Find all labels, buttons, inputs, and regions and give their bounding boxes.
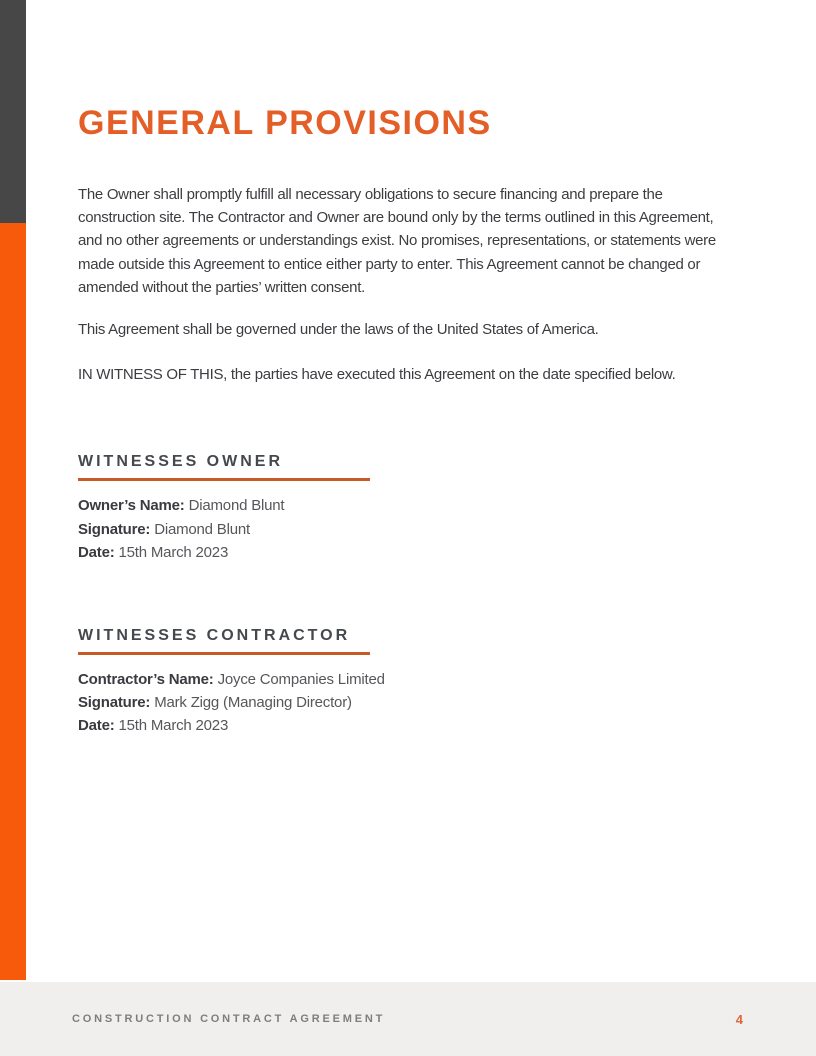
contractor-signature-label: Signature:	[78, 694, 151, 712]
witnesses-owner-heading: WITNESSES OWNER	[78, 453, 284, 471]
owner-date-label: Date:	[78, 543, 115, 561]
contractor-name-row	[78, 668, 740, 691]
witnesses-contractor-fields	[78, 668, 740, 738]
owner-date-value: 15th March 2023	[118, 543, 229, 561]
owner-name-row	[78, 494, 740, 517]
owner-name-value: Diamond Blunt	[188, 497, 285, 515]
owner-name-label: Owner’s Name:	[78, 497, 185, 515]
witnesses-owner-fields	[78, 494, 740, 564]
page-title: GENERAL PROVISIONS	[78, 104, 492, 142]
left-accent-bar-orange	[0, 223, 26, 980]
section-underline	[78, 652, 370, 655]
body-paragraph-3: IN WITNESS OF THIS, the parties have executed this Agreement on the date specified below.	[78, 366, 676, 384]
page-content	[78, 0, 740, 738]
left-accent-bar-dark	[0, 0, 26, 223]
body-paragraph-1: The Owner shall promptly fulfill all necessary obligations to secure financing and prepare the construction site. The Contractor and Owner are bound only by the terms outlined in this Agreement, and no other agreements or understandings exist. No promises, representations, or statements were made outside this Agreement to entice either party to enter. This Agreement cannot be changed or amended without the parties’ written consent.	[78, 186, 716, 296]
contractor-signature-value: Mark Zigg (Managing Director)	[154, 694, 352, 712]
witnesses-contractor-heading: WITNESSES CONTRACTOR	[78, 627, 351, 645]
owner-signature-value: Diamond Blunt	[154, 520, 250, 538]
contractor-name-label: Contractor’s Name:	[78, 671, 214, 689]
contractor-name-value: Joyce Companies Limited	[217, 671, 385, 689]
contractor-signature-row	[78, 691, 740, 714]
owner-signature-row	[78, 518, 740, 541]
witnesses-contractor-section	[78, 626, 740, 738]
page-number: 4	[735, 1011, 743, 1027]
footer-document-title: CONSTRUCTION CONTRACT AGREEMENT	[72, 1013, 386, 1025]
page-footer	[0, 982, 816, 1056]
contractor-date-value: 15th March 2023	[118, 717, 229, 735]
body-paragraph-2: This Agreement shall be governed under the laws of the United States of America.	[78, 321, 599, 339]
contractor-date-label: Date:	[78, 717, 115, 735]
witnesses-owner-section	[78, 452, 740, 564]
contractor-date-row	[78, 714, 740, 737]
section-underline	[78, 478, 370, 481]
owner-date-row	[78, 541, 740, 564]
owner-signature-label: Signature:	[78, 520, 151, 538]
